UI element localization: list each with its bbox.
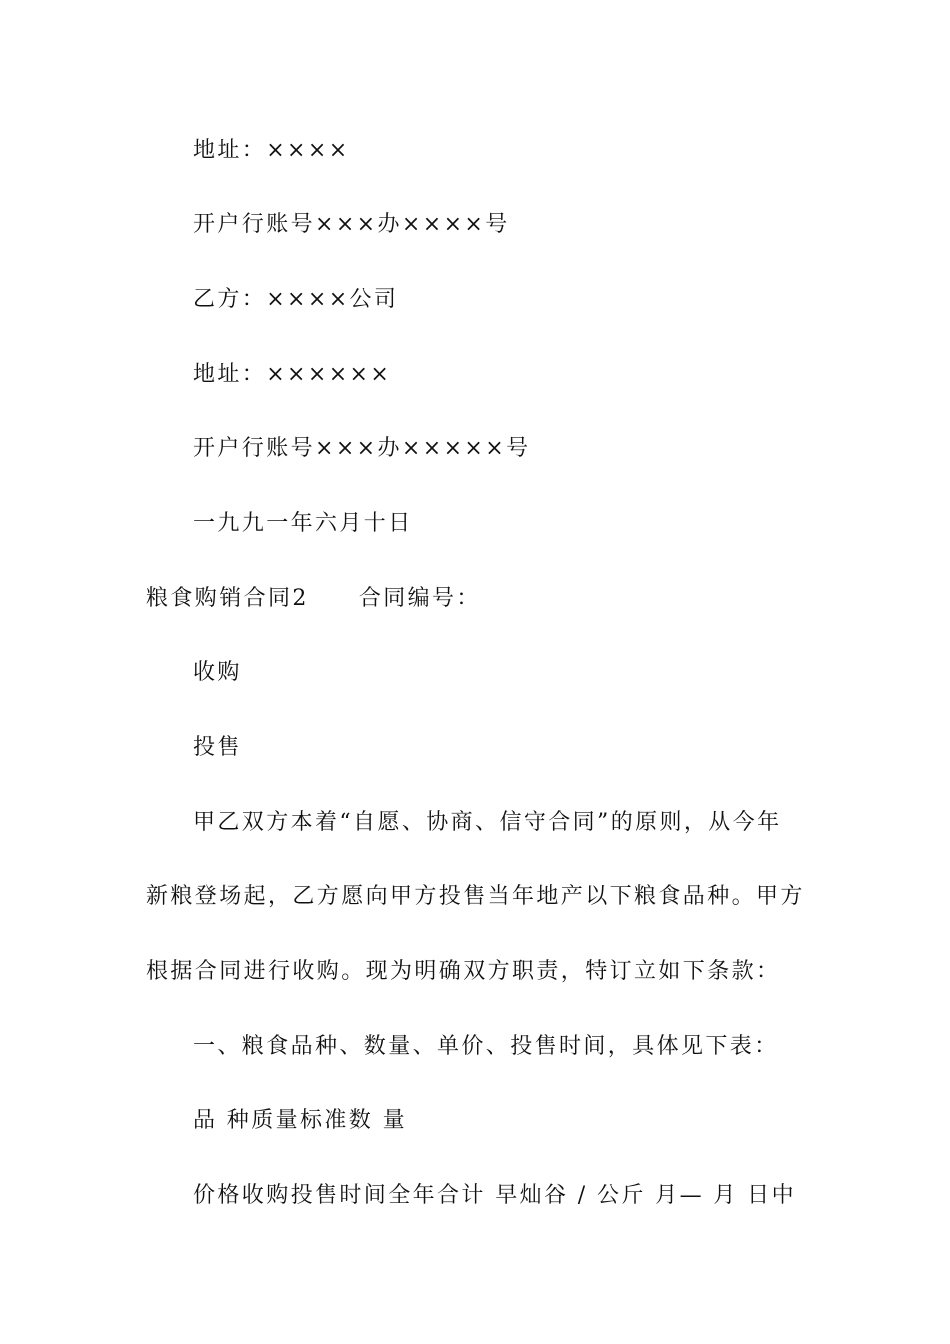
paragraph-line-1: 甲乙双方本着“自愿、协商、信守合同”的原则，从今年 xyxy=(193,810,782,835)
table-row-line: 价格收购投售时间全年合计 早灿谷 / 公斤 月— 月 日中 xyxy=(193,1183,796,1208)
table-header-line: 品 种质量标准数 量 xyxy=(193,1108,407,1133)
party-b-name: 乙方：××××公司 xyxy=(193,287,399,312)
contract-date: 一九九一年六月十日 xyxy=(193,511,413,536)
contract-title: 粮食购销合同2 xyxy=(146,586,309,611)
party-b-address: 地址：×××××× xyxy=(193,362,392,387)
party-b-bank-account: 开户行账号×××办×××××号 xyxy=(193,436,531,461)
sale-label: 投售 xyxy=(193,735,242,760)
paragraph-line-3: 根据合同进行收购。现为明确双方职责，特订立如下条款： xyxy=(146,959,781,984)
contract-number-label: 合同编号： xyxy=(358,586,481,611)
clause-one: 一、粮食品种、数量、单价、投售时间，具体见下表： xyxy=(193,1034,779,1059)
party-a-bank-account: 开户行账号×××办××××号 xyxy=(193,212,510,237)
party-a-address: 地址：×××× xyxy=(193,138,350,163)
purchase-label: 收购 xyxy=(193,660,242,685)
paragraph-line-2: 新粮登场起，乙方愿向甲方投售当年地产以下粮食品种。甲方 xyxy=(146,884,805,909)
contract-title-line xyxy=(146,584,481,614)
